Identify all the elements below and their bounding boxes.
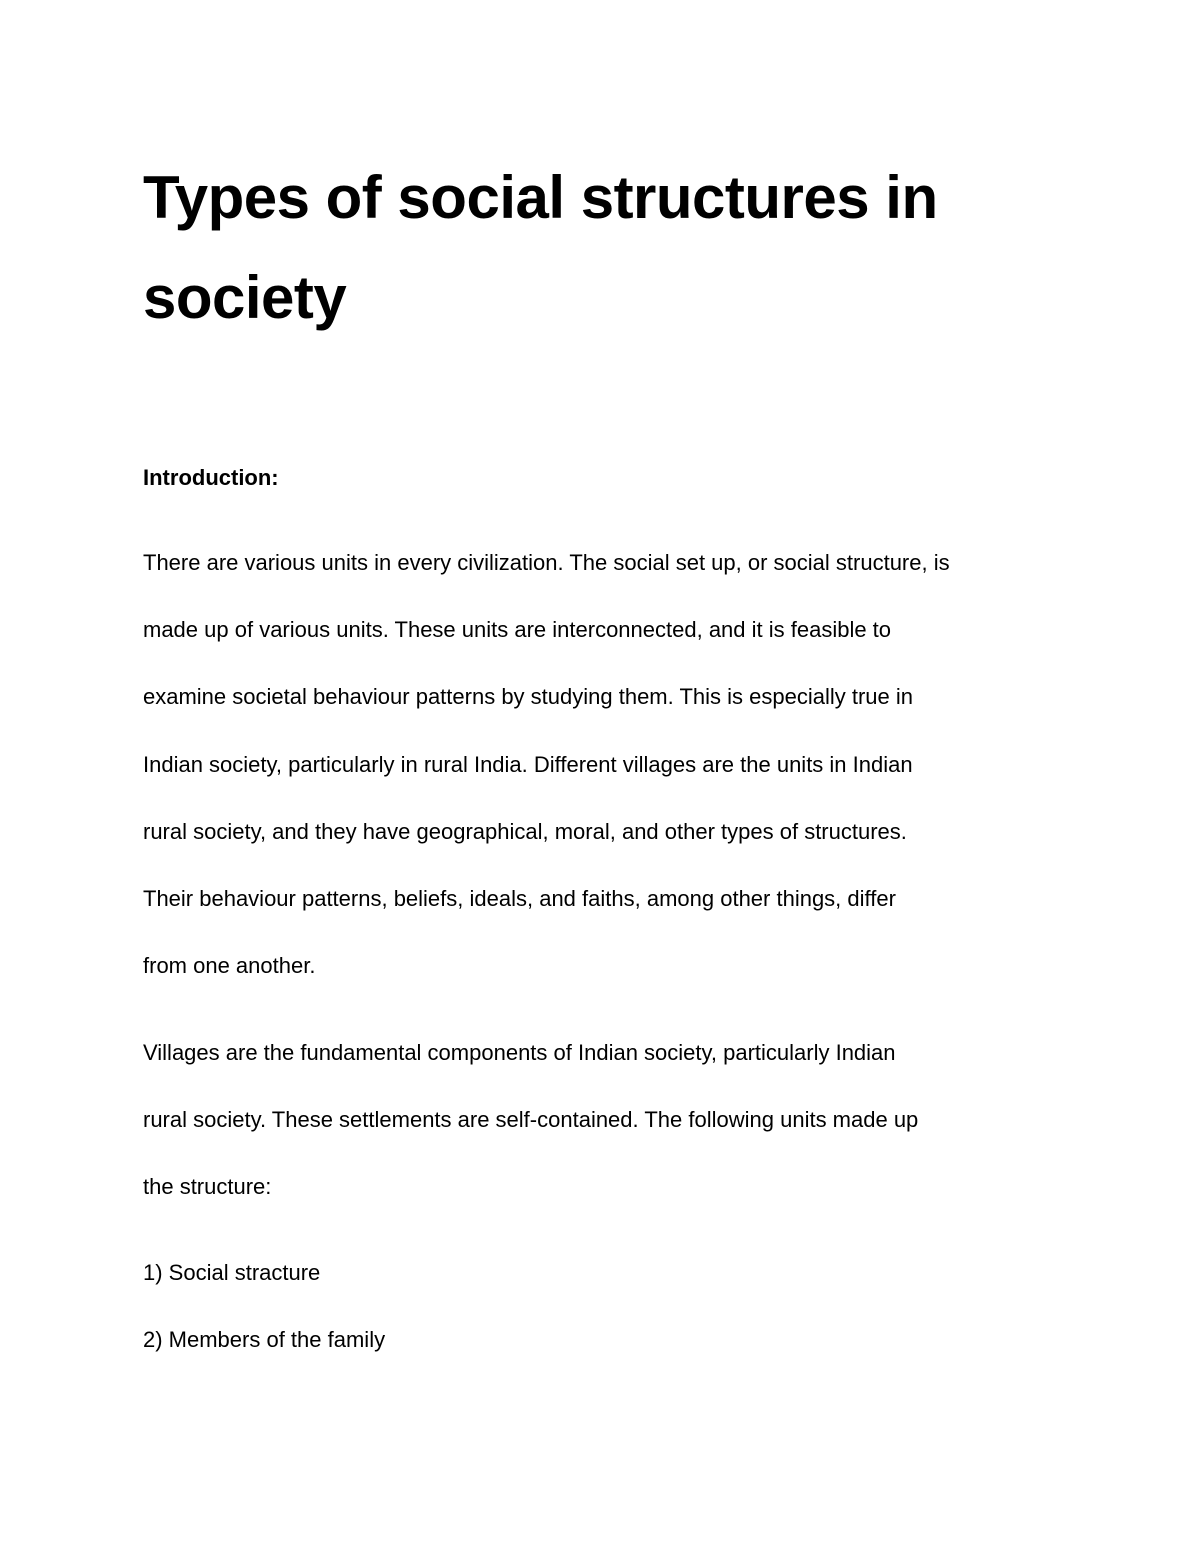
- paragraph-1-line: examine societal behaviour patterns by studying them. This is especially true in: [143, 684, 913, 709]
- document-title: Types of social structures in society: [143, 164, 938, 331]
- paragraph-1-line: Their behaviour patterns, beliefs, ideals, and faiths, among other things, differ: [143, 886, 896, 911]
- paragraph-1-line: rural society, and they have geographical, moral, and other types of structures.: [143, 819, 907, 844]
- paragraph-2-line: Villages are the fundamental components of Indian society, particularly Indian: [143, 1040, 896, 1065]
- paragraph-2-line: the structure:: [143, 1174, 272, 1199]
- introduction-heading: Introduction:: [143, 465, 279, 490]
- list-item: 2) Members of the family: [143, 1327, 386, 1352]
- paragraph-1-line: from one another.: [143, 953, 316, 978]
- list-item: 1) Social stracture: [143, 1260, 321, 1285]
- paragraph-1-line: There are various units in every civilization. The social set up, or social structure, is: [143, 550, 950, 575]
- paragraph-1-line: Indian society, particularly in rural India. Different villages are the units in Indian: [143, 752, 913, 777]
- paragraph-2-line: rural society. These settlements are self-contained. The following units made up: [143, 1107, 919, 1132]
- paragraph-1-line: made up of various units. These units are interconnected, and it is feasible to: [143, 617, 892, 642]
